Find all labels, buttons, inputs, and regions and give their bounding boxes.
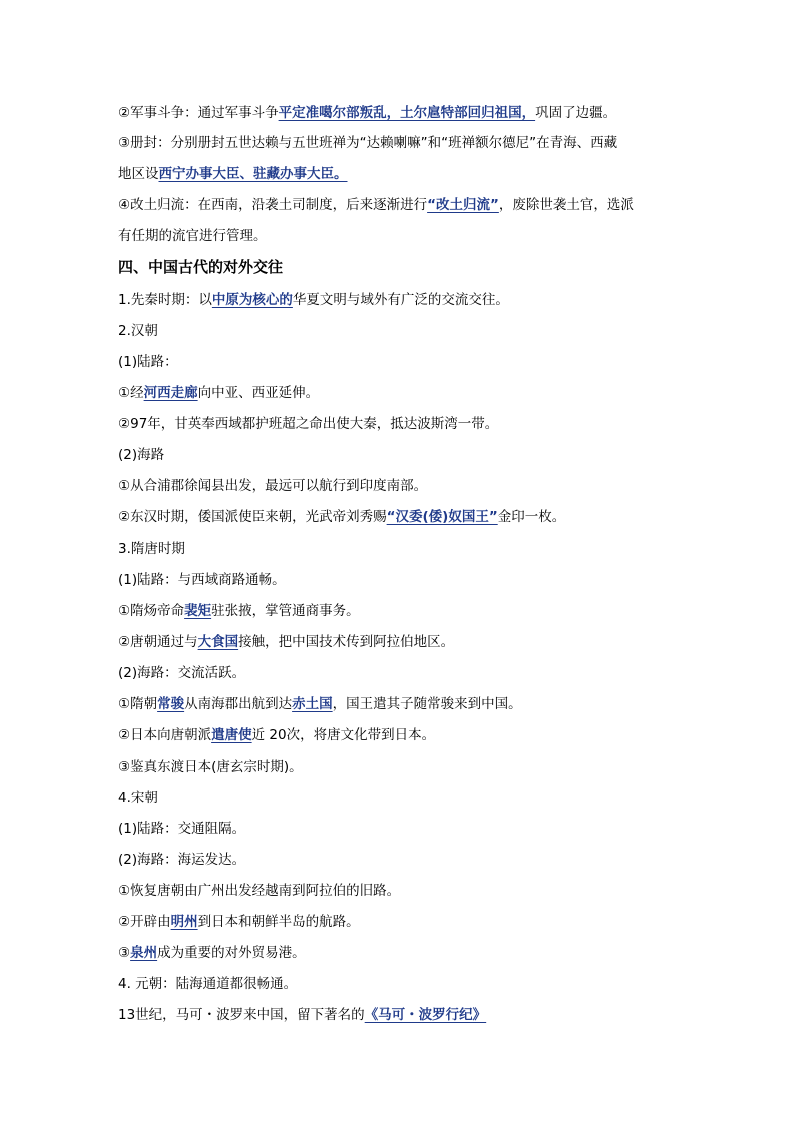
text-line	[118, 663, 678, 683]
line-text: ①从合浦郡徐闻县出发，最远可以航行到印度南部。	[118, 478, 428, 494]
line-text: 13世纪，马可・波罗来中国，留下著名的	[118, 1007, 365, 1023]
line-text: ②军事斗争：通过军事斗争	[118, 105, 279, 121]
text-line	[118, 507, 678, 527]
line-text: ②97年，甘英奉西域都护班超之命出使大秦，抵达波斯湾一带。	[118, 416, 499, 432]
key-point-text: 平定准噶尔部叛乱，土尔扈特部回归祖国，	[278, 105, 536, 121]
line-text: ②日本向唐朝派	[118, 727, 212, 743]
key-point-text: 中原为核心的	[211, 292, 293, 308]
key-point-text: 《马可・波罗行纪》	[364, 1007, 487, 1023]
line-text: 成为重要的对外贸易港。	[157, 945, 306, 961]
key-point-text: 赤土国	[292, 696, 333, 712]
line-text: (2)海路：交流活跃。	[118, 665, 246, 681]
text-line	[118, 476, 678, 496]
line-text: 四、中国古代的对外交往	[118, 258, 284, 276]
key-point-text: 大食国	[197, 634, 239, 650]
text-line	[118, 103, 678, 123]
text-line	[118, 881, 678, 901]
line-text: (2)海路	[118, 447, 165, 463]
key-point-text: “改土归流”	[427, 197, 499, 213]
line-text: ③	[118, 945, 131, 961]
text-line	[118, 694, 678, 714]
line-text: 2.汉朝	[118, 323, 158, 339]
text-line	[118, 383, 678, 403]
line-text: 向中亚、西亚延伸。	[197, 385, 320, 401]
line-text: ②唐朝通过与	[118, 634, 198, 650]
line-text: 近 20次，将唐文化带到日本。	[251, 727, 436, 743]
key-point-text: 明州	[170, 914, 198, 930]
text-line	[118, 414, 678, 434]
line-text: ②开辟由	[118, 914, 171, 930]
line-text: 从南海郡出航到达	[184, 696, 293, 712]
line-text: ，国王遣其子随常骏来到中国。	[332, 696, 522, 712]
line-text: ①恢复唐朝由广州出发经越南到阿拉伯的旧路。	[118, 883, 401, 899]
key-point-text: 常骏	[157, 696, 185, 712]
key-point-text: 泉州	[130, 945, 158, 961]
line-text: 金印一枚。	[497, 509, 566, 525]
text-line	[118, 850, 678, 870]
text-line	[118, 757, 678, 777]
key-point-text: 西宁办事大臣、驻藏办事大臣。	[158, 166, 348, 182]
line-text: ①经	[118, 385, 144, 401]
line-text: (1)陆路：	[118, 354, 178, 370]
text-line	[118, 632, 678, 652]
text-line	[118, 226, 678, 246]
key-point-text: “汉委(倭)奴国王”	[386, 509, 498, 525]
key-point-text: 河西走廊	[143, 385, 198, 401]
line-text: (1)陆路：与西域商路通畅。	[118, 572, 286, 588]
text-line	[118, 974, 678, 994]
line-text: ④改土归流：在西南，沿袭土司制度，后来逐渐进行	[118, 197, 428, 213]
line-text: ①隋炀帝命	[118, 603, 185, 619]
text-line	[118, 164, 678, 184]
line-text: 地区设	[118, 166, 159, 182]
text-line	[118, 539, 678, 559]
text-line	[118, 321, 678, 341]
key-point-text: 裴矩	[184, 603, 212, 619]
line-text: 巩固了边疆。	[535, 105, 617, 121]
text-line	[118, 601, 678, 621]
text-line	[118, 195, 678, 215]
line-text: ③册封：分别册封五世达赖与五世班禅为“达赖喇嘛”和“班禅额尔德尼”在青海、西藏	[118, 135, 618, 151]
text-line	[118, 912, 678, 932]
text-line	[118, 1005, 678, 1025]
line-text: 4.宋朝	[118, 790, 158, 806]
line-text: 3.隋唐时期	[118, 541, 185, 557]
line-text: 4. 元朝：陆海通道都很畅通。	[118, 976, 298, 992]
text-line	[118, 445, 678, 465]
line-text: 华夏文明与域外有广泛的交流交往。	[292, 292, 509, 308]
text-line	[118, 725, 678, 745]
line-text: 到日本和朝鲜半岛的航路。	[197, 914, 360, 930]
line-text: ②东汉时期，倭国派使臣来朝，光武帝刘秀赐	[118, 509, 387, 525]
text-line	[118, 133, 678, 153]
line-text: 1.先秦时期：以	[118, 292, 212, 308]
line-text: (2)海路：海运发达。	[118, 852, 246, 868]
line-text: ③鉴真东渡日本(唐玄宗时期)。	[118, 759, 303, 775]
text-line	[118, 570, 678, 590]
text-line	[118, 819, 678, 839]
line-text: 有任期的流官进行管理。	[118, 228, 267, 244]
text-line	[118, 290, 678, 310]
line-text: ①隋朝	[118, 696, 158, 712]
line-text: 接触，把中国技术传到阿拉伯地区。	[238, 634, 455, 650]
text-line	[118, 943, 678, 963]
key-point-text: 遣唐使	[211, 727, 252, 743]
line-text: 驻张掖，掌管通商事务。	[211, 603, 360, 619]
line-text: (1)陆路：交通阻隔。	[118, 821, 246, 837]
section-heading	[118, 257, 678, 277]
text-line	[118, 788, 678, 808]
line-text: ，废除世袭土官，选派	[498, 197, 634, 213]
text-line	[118, 352, 678, 372]
